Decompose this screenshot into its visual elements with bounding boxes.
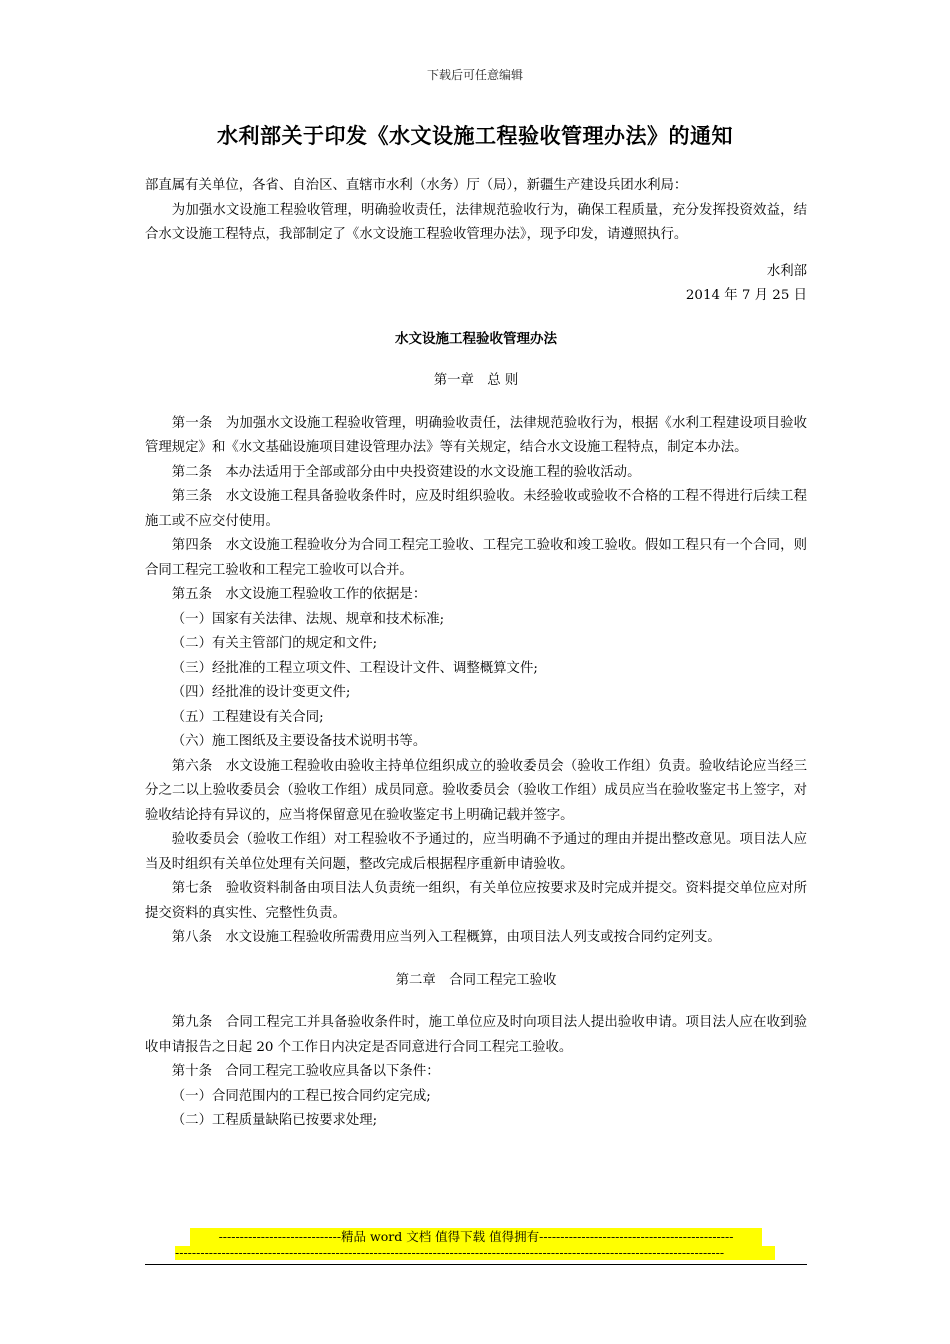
list-item: （四）经批准的设计变更文件; [171, 685, 351, 700]
notice-body: 为加强水文设施工程验收管理，明确验收责任，法律规范验收行为，确保工程质量，充分发挥投资效益，结合水文设施工程特点，我部制定了《水文设施工程验收管理办法》，现予印发，请遵照执行。 [145, 202, 807, 242]
footer-banner [145, 1228, 807, 1265]
header-note: 下载后可任意编辑 [426, 68, 523, 82]
article: 第四条 水文设施工程验收分为合同工程完工验收、工程完工验收和竣工验收。假如工程只有一个合同，则合同工程完工验收和工程完工验收可以合并。 [145, 538, 807, 578]
document-title: 水利部关于印发《水文设施工程验收管理办法》的通知 [217, 124, 733, 148]
article: 第八条 水文设施工程验收所需费用应当列入工程概算，由项目法人列支或按合同约定列支。 [171, 930, 721, 945]
article: 第十条 合同工程完工验收应具备以下条件： [171, 1064, 440, 1079]
notice-signer: 水利部 [766, 263, 807, 279]
list-item: （二）工程质量缺陷已按要求处理; [171, 1113, 378, 1128]
footer-rule [145, 1264, 807, 1265]
list-item: （五）工程建设有关合同; [171, 709, 324, 725]
article: 第二条 本办法适用于全部或部分由中央投资建设的水文设施工程的验收活动。 [171, 464, 641, 480]
notice-addressee: 部直属有关单位，各省、自治区、直辖市水利（水务）厅（局），新疆生产建设兵团水利局： [145, 178, 688, 193]
footer-banner-line: -----------------------------精品 word 文档 值得下载 值得拥有---------------------------------------------- [190, 1228, 762, 1246]
article: 第九条 合同工程完工并具备验收条件时，施工单位应及时向项目法人提出验收申请。项目法人应在收到验收申请报告之日起 20 个工作日内决定是否同意进行合同工程完工验收。 [145, 1015, 807, 1055]
measures-title: 水文设施工程验收管理办法 [395, 330, 557, 347]
article: 第七条 验收资料制备由项目法人负责统一组织，有关单位应按要求及时完成并提交。资料提交单位应对所提交资料的真实性、完整性负责。 [145, 881, 807, 921]
chapter-heading: 第一章 总 则 [433, 373, 519, 388]
article: 第一条 为加强水文设施工程验收管理，明确验收责任，法律规范验收行为，根据《水利工程建设项目验收管理规定》和《水文基础设施项目建设管理办法》等有关规定，结合水文设施工程特点，制定本办法。 [145, 415, 807, 455]
list-item: （一）合同范围内的工程已按合同约定完成; [171, 1088, 431, 1104]
list-item: （二）有关主管部门的规定和文件; [171, 636, 378, 651]
notice-date: 2014 年 7 月 25 日 [685, 288, 807, 303]
list-item: （一）国家有关法律、法规、规章和技术标准; [171, 611, 445, 627]
list-item: （三）经批准的工程立项文件、工程设计文件、调整概算文件; [171, 660, 538, 676]
article: 第五条 水文设施工程验收工作的依据是： [171, 587, 427, 602]
chapter-heading: 第二章 合同工程完工验收 [395, 972, 557, 988]
article: 第三条 水文设施工程具备验收条件时，应及时组织验收。未经验收或验收不合格的工程不得进行后续工程施工或不应交付使用。 [145, 489, 807, 529]
list-item: （六）施工图纸及主要设备技术说明书等。 [171, 734, 427, 749]
article: 第六条 水文设施工程验收由验收主持单位组织成立的验收委员会（验收工作组）负责。验收结论应当经三分之二以上验收委员会（验收工作组）成员同意。验收委员会（验收工作组）成员应当在验收鉴定书上签字，对验收结论持有异议的，应当将保留意见在验收鉴定书上明确记载并签字。 [145, 758, 807, 823]
footer-banner-line: ---------------------------------------------------------------------------------------------------------------------------------- [175, 1246, 775, 1260]
document-body [145, 174, 807, 1134]
article-paragraph: 验收委员会（验收工作组）对工程验收不予通过的，应当明确不予通过的理由并提出整改意见。项目法人应当及时组织有关单位处理有关问题，整改完成后根据程序重新申请验收。 [145, 832, 807, 872]
